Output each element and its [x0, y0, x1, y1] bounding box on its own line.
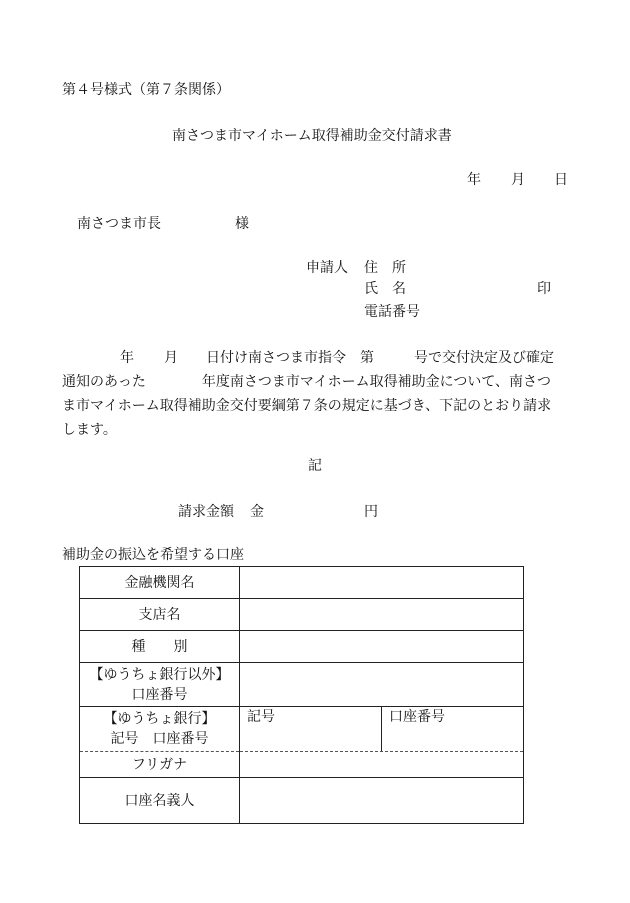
amount-unit: 円	[364, 504, 378, 520]
non-yucho-label	[80, 663, 240, 707]
body-line-1	[62, 346, 567, 370]
body-month: 月	[164, 350, 178, 366]
yucho-symbol-label: 記号	[247, 709, 275, 725]
seal-mark: 印	[537, 281, 551, 297]
bank-name-label: 金融機関名	[80, 567, 240, 599]
addressee-name: 南さつま市長	[77, 216, 161, 232]
row-holder	[80, 778, 524, 824]
body-line2-b: 年度南さつま市マイホーム取得補助金について、南さつ	[201, 374, 552, 390]
amount-currency: 金	[250, 504, 264, 520]
page-title: 南さつま市マイホーム取得補助金交付請求書	[172, 128, 452, 144]
body-line-3: ま市マイホーム取得補助金交付要綱第７条の規定に基づき、下記のとおり請求	[62, 398, 552, 414]
account-type-label: 種 別	[80, 631, 240, 663]
row-yucho	[80, 707, 524, 752]
body-number-prefix: 第	[360, 350, 374, 366]
ki-heading: 記	[308, 458, 322, 474]
account-type-field[interactable]	[240, 631, 524, 663]
body-line2-a: 通知のあった	[62, 374, 146, 390]
row-branch-name	[80, 599, 524, 631]
amount-label: 請求金額	[178, 504, 234, 520]
row-non-yucho	[80, 663, 524, 707]
non-yucho-account-field[interactable]	[240, 663, 524, 707]
branch-name-field[interactable]	[240, 599, 524, 631]
furigana-field[interactable]	[240, 752, 524, 778]
holder-field[interactable]	[240, 778, 524, 824]
row-bank-name	[80, 567, 524, 599]
bank-name-field[interactable]	[240, 567, 524, 599]
body-number-suffix: 号で交付決定及び確定	[414, 350, 554, 366]
request-body	[62, 346, 567, 442]
address-label: 住 所	[364, 260, 406, 276]
non-yucho-label-line1: 【ゆうちょ銀行以外】	[89, 666, 230, 683]
row-type	[80, 631, 524, 663]
yucho-account-label: 口座番号	[389, 709, 445, 725]
furigana-label: フリガナ	[80, 752, 240, 778]
yucho-label	[80, 707, 240, 752]
date-year-label: 年	[467, 172, 481, 188]
body-line-2	[62, 370, 567, 394]
holder-label: 口座名義人	[80, 778, 240, 824]
yucho-label-line2: 記号 口座番号	[110, 731, 209, 747]
applicant-label: 申請人	[306, 260, 348, 276]
account-heading: 補助金の振込を希望する口座	[62, 547, 244, 563]
date-day-label: 日	[554, 172, 568, 188]
date-month-label: 月	[511, 172, 525, 188]
form-number: 第４号様式（第７条関係）	[62, 82, 230, 98]
account-table	[79, 566, 524, 824]
yucho-fields	[240, 707, 524, 752]
yucho-label-line1: 【ゆうちょ銀行】	[103, 711, 216, 727]
yucho-account-field[interactable]	[381, 707, 523, 751]
row-furigana	[80, 752, 524, 778]
yucho-symbol-field[interactable]	[240, 707, 381, 751]
body-dated: 日付け南さつま市指令	[206, 350, 346, 366]
non-yucho-label-line2: 口座番号	[131, 686, 188, 703]
branch-name-label: 支店名	[80, 599, 240, 631]
body-line-4: します。	[62, 422, 117, 438]
body-year: 年	[120, 350, 134, 366]
name-label: 氏 名	[364, 281, 406, 297]
addressee-honorific: 様	[235, 216, 249, 232]
phone-label: 電話番号	[364, 304, 420, 320]
